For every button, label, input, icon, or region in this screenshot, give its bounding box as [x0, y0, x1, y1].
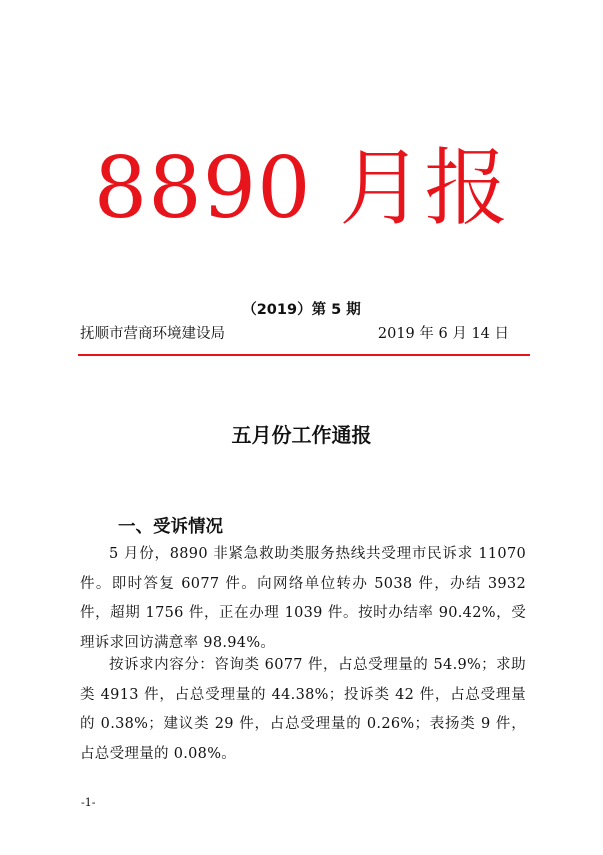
- issue-date: 2019 年 6 月 14 日: [377, 326, 509, 342]
- issue-number: （2019）第 5 期: [242, 302, 361, 318]
- body-paragraph: 按诉求内容分：咨询类 6077 件，占总受理量的 54.9%；求助类 4913 件，占总受理量的 44.38%；投诉类 42 件，占总受理量的 0.38%；建议类 29 件，占总受理量的 0.26%；表扬类 9 件，占总受理量的 0.08%。: [80, 657, 526, 762]
- body-paragraph: 5 月份，8890 非紧急救助类服务热线共受理市民诉求 11070 件。即时答复 6077 件。向网络单位转办 5038 件，办结 3932 件，超期 1756 件，正在办理 1039 件。按时办结率 90.42%，受理诉求回访满意率 98.94%。: [80, 546, 526, 651]
- section-heading: 一、受诉情况: [118, 517, 223, 537]
- red-divider-line: [78, 354, 530, 356]
- page-number: -1-: [81, 796, 96, 809]
- masthead-title: 8890 月报: [93, 139, 510, 237]
- publisher-name: 抚顺市营商环境建设局: [80, 326, 225, 342]
- document-title: 五月份工作通报: [231, 423, 372, 447]
